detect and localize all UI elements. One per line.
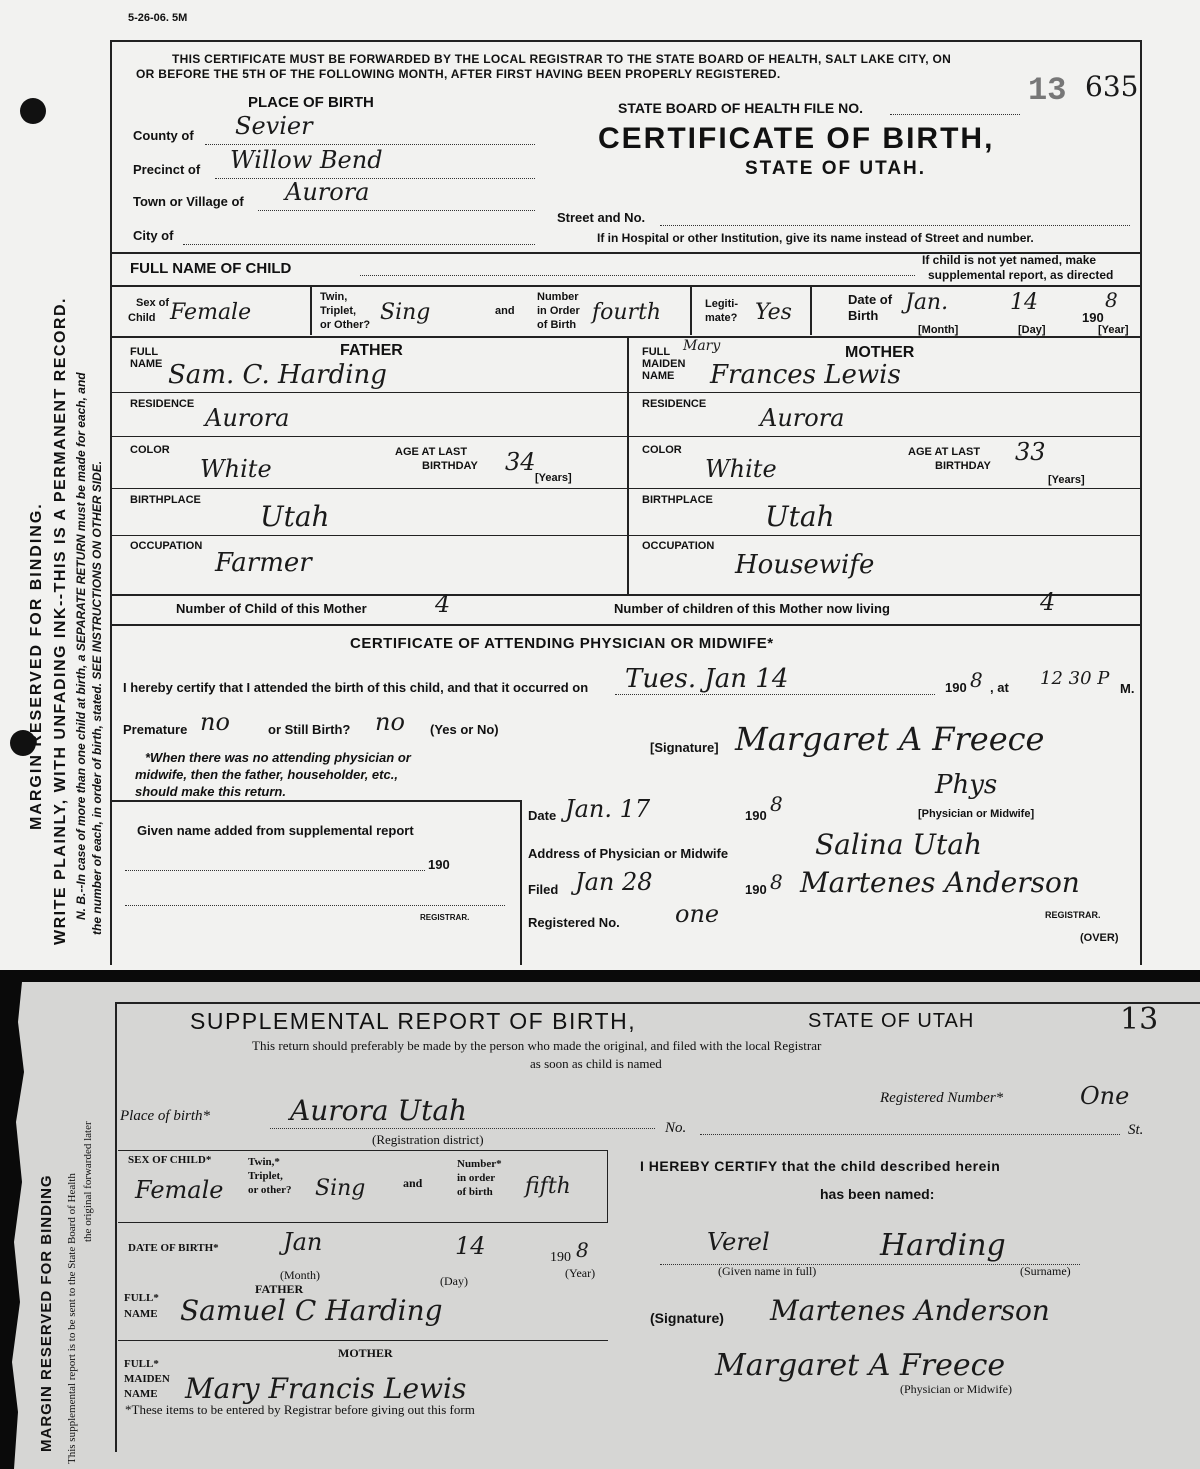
- date-label-2: Birth: [848, 308, 879, 323]
- legit-label: Legiti-: [705, 298, 738, 310]
- date-year-hand: 8: [770, 792, 783, 816]
- twin-label-3: or Other?: [320, 319, 371, 331]
- page-separator: [0, 970, 1200, 982]
- father-name-label: NAME: [130, 358, 163, 370]
- father-residence: Aurora: [205, 404, 290, 432]
- m-label: M.: [1120, 681, 1135, 696]
- certify-date: Tues. Jan 14: [625, 664, 789, 694]
- birth-month: Jan.: [905, 290, 949, 315]
- torn-edge: [0, 982, 30, 1469]
- physician-signature: Margaret A Freece: [735, 720, 1045, 758]
- certify-year-hand: 8: [970, 668, 983, 692]
- year-label: [Year]: [1098, 324, 1129, 336]
- mother-maiden-label: MAIDEN: [642, 358, 686, 370]
- not-named-note-1: If child is not yet named, make: [922, 253, 1097, 267]
- father-years-label: [Years]: [535, 472, 572, 484]
- physician-address: Salina Utah: [815, 828, 982, 861]
- supp-footnote: *These items to be entered by Registrar before giving out this form: [125, 1402, 475, 1417]
- father-full-label: FULL: [130, 346, 159, 358]
- supp-father-name: Samuel C Harding: [180, 1294, 443, 1327]
- certify-time: 12 30 P: [1040, 668, 1110, 689]
- legit-value: Yes: [755, 300, 792, 325]
- at-label: , at: [990, 680, 1009, 695]
- full-name-label: FULL NAME OF CHILD: [130, 260, 292, 277]
- num-living-value: 4: [1040, 588, 1056, 616]
- supp-given-label: (Given name in full): [718, 1264, 817, 1278]
- num-child-value: 4: [435, 590, 451, 618]
- supp-sex-label: SEX OF CHILD*: [128, 1154, 212, 1166]
- supplemental-box-heading: Given name added from supplemental report: [137, 823, 414, 838]
- sex-label-2: Child: [128, 312, 156, 324]
- supp-certify-1: I HEREBY CERTIFY that the child described herein: [640, 1158, 1001, 1174]
- mother-name: Frances Lewis: [710, 360, 901, 390]
- month-label: [Month]: [918, 324, 959, 336]
- supplemental-box-registrar: REGISTRAR.: [420, 913, 470, 922]
- filed-label: Filed: [528, 882, 559, 897]
- supp-number-label-3: of birth: [457, 1186, 493, 1198]
- father-color-label: COLOR: [130, 444, 170, 456]
- frame-left: [110, 40, 112, 965]
- physician-note-2: midwife, then the father, householder, etc.,: [135, 767, 398, 782]
- twin-label: Twin,: [320, 291, 348, 303]
- date-label: Date of: [848, 292, 893, 307]
- birth-day: 14: [1010, 290, 1038, 315]
- town-label: Town or Village of: [133, 194, 244, 209]
- birth-year-hand: 8: [1105, 288, 1118, 312]
- father-age-label: AGE AT LAST: [395, 446, 468, 458]
- certify-text: I hereby certify that I attended the birth of this child, and that it occurred on: [123, 680, 589, 695]
- supplemental-report: [0, 982, 1200, 1469]
- sex-value: Female: [170, 300, 252, 325]
- file-no-stamp: 13: [1028, 72, 1067, 109]
- supp-number-label-2: in order: [457, 1172, 496, 1184]
- supp-reg-district: (Registration district): [372, 1132, 484, 1147]
- mother-occupation: Housewife: [735, 550, 875, 580]
- supp-twin-value: Sing: [315, 1176, 366, 1201]
- number-label-2: in Order: [537, 305, 580, 317]
- supp-registered-label: Registered Number*: [880, 1090, 1004, 1106]
- mother-birthplace-label: BIRTHPLACE: [642, 494, 713, 506]
- street-label: Street and No.: [557, 210, 646, 225]
- frame-top: [110, 40, 1140, 42]
- birth-year: 190: [1082, 310, 1104, 325]
- hospital-note: If in Hospital or other Institution, give its name instead of Street and number.: [597, 231, 1034, 245]
- supp-registered-value: One: [1080, 1082, 1130, 1110]
- father-residence-label: RESIDENCE: [130, 398, 195, 410]
- supp-father-heading: FATHER: [255, 1282, 304, 1296]
- physician-or-midwife-label: [Physician or Midwife]: [918, 808, 1035, 820]
- city-label: City of: [133, 228, 174, 243]
- supp-signature-2: Margaret A Freece: [715, 1348, 1006, 1383]
- mother-age-label-2: BIRTHDAY: [935, 460, 991, 472]
- supp-sex-value: Female: [135, 1176, 224, 1204]
- form-code: 5-26-06. 5M: [128, 12, 188, 24]
- not-named-note-2: supplemental report, as directed: [928, 268, 1114, 282]
- supp-name-label-2: NAME: [124, 1388, 158, 1400]
- supp-dob-month: Jan: [283, 1228, 323, 1256]
- date-year: 190: [745, 808, 767, 823]
- supp-no-label: No.: [665, 1120, 687, 1136]
- margin-ink-text: WRITE PLAINLY, WITH UNFADING INK--THIS IS A PERMANENT RECORD.: [52, 297, 69, 945]
- supp-and-label: and: [403, 1176, 423, 1190]
- precinct-value: Willow Bend: [230, 146, 383, 174]
- supp-number-value: fifth: [525, 1174, 571, 1199]
- mother-residence: Aurora: [760, 404, 845, 432]
- father-occupation: Farmer: [215, 548, 312, 578]
- supp-place-label: Place of birth*: [120, 1108, 210, 1124]
- supp-signature: Martenes Anderson: [770, 1294, 1050, 1327]
- top-notice-1: THIS CERTIFICATE MUST BE FORWARDED BY THE LOCAL REGISTRAR TO THE STATE BOARD OF HEALTH, SALT LAKE CITY, ON: [172, 52, 952, 66]
- father-age-label-2: BIRTHDAY: [422, 460, 478, 472]
- mother-name-prefix: Mary: [683, 338, 721, 354]
- registrar-signature: Martenes Anderson: [800, 866, 1080, 899]
- supp-month-label: (Month): [280, 1268, 320, 1282]
- supp-mother-name: Mary Francis Lewis: [185, 1372, 467, 1405]
- precinct-label: Precinct of: [133, 162, 201, 177]
- file-no-label: STATE BOARD OF HEALTH FILE NO.: [618, 100, 863, 116]
- mother-name-label: NAME: [642, 370, 675, 382]
- father-color: White: [200, 455, 272, 483]
- mother-full-label: FULL: [642, 346, 671, 358]
- supp-title: SUPPLEMENTAL REPORT OF BIRTH,: [190, 1008, 637, 1034]
- mother-occupation-label: OCCUPATION: [642, 540, 715, 552]
- supp-title-2: STATE OF UTAH: [808, 1010, 975, 1032]
- supp-name-label: NAME: [124, 1308, 158, 1320]
- supp-dob-day: 14: [455, 1232, 486, 1260]
- supplemental-box-year: 190: [428, 857, 450, 872]
- supp-intro-1: This return should preferably be made by the person who made the original, and filed with the local Registrar: [252, 1038, 822, 1053]
- sex-label: Sex of: [136, 297, 170, 309]
- number-label: Number: [537, 291, 579, 303]
- certificate-title: CERTIFICATE OF BIRTH,: [598, 122, 995, 155]
- father-age: 34: [505, 448, 536, 476]
- mother-years-label: [Years]: [1048, 474, 1085, 486]
- supp-intro-2: as soon as child is named: [530, 1056, 662, 1071]
- father-birthplace: Utah: [260, 500, 330, 533]
- supp-phys-label: (Physician or Midwife): [900, 1382, 1012, 1396]
- stillbirth-label: or Still Birth?: [268, 722, 351, 737]
- registered-value: one: [675, 900, 720, 928]
- number-value: fourth: [592, 300, 662, 325]
- yes-no-label: (Yes or No): [430, 722, 499, 737]
- day-label: [Day]: [1018, 324, 1046, 336]
- date-value: Jan. 17: [565, 795, 651, 823]
- physician-title-hand: Phys: [935, 770, 998, 800]
- supp-file-hand: 13: [1120, 1002, 1159, 1037]
- supp-twin-label-3: or other?: [248, 1184, 292, 1196]
- registered-label: Registered No.: [528, 915, 620, 930]
- supp-dob-label: DATE OF BIRTH*: [128, 1242, 219, 1254]
- twin-label-2: Triplet,: [320, 305, 357, 317]
- certify-year: 190: [945, 680, 967, 695]
- supp-full-label: FULL*: [124, 1292, 159, 1304]
- physician-note-1: *When there was no attending physician or: [145, 750, 411, 765]
- supp-given-name: Verel: [707, 1228, 770, 1256]
- frame-right: [1140, 40, 1142, 965]
- supp-dob-year-hand: 8: [576, 1238, 589, 1262]
- certificate-subtitle: STATE OF UTAH.: [745, 158, 927, 179]
- supp-margin-binding: MARGIN RESERVED FOR BINDING: [38, 1174, 55, 1452]
- father-birthplace-label: BIRTHPLACE: [130, 494, 201, 506]
- supp-surname-label: (Surname): [1020, 1264, 1071, 1278]
- supp-mother-heading: MOTHER: [338, 1346, 393, 1360]
- physician-heading: CERTIFICATE OF ATTENDING PHYSICIAN OR MIDWIFE*: [350, 635, 774, 652]
- margin-binding-text: MARGIN RESERVED FOR BINDING.: [28, 502, 45, 830]
- date-label: Date: [528, 808, 557, 823]
- supp-margin-text: This supplemental report is to be sent to the State Board of Health: [66, 1173, 78, 1464]
- signature-label: [Signature]: [650, 740, 719, 755]
- legit-label-2: mate?: [705, 312, 738, 324]
- filed-year-hand: 8: [770, 870, 783, 894]
- county-value: Sevier: [235, 112, 313, 140]
- place-of-birth-heading: PLACE OF BIRTH: [248, 94, 374, 111]
- file-no-hand: 635: [1085, 70, 1139, 103]
- margin-nb-text: N. B.--In case of more than one child at birth, a SEPARATE RETURN must be made for each, and: [74, 372, 88, 920]
- mother-age: 33: [1015, 438, 1046, 466]
- supp-twin-label: Twin,*: [248, 1156, 280, 1168]
- supp-day-label: (Day): [440, 1274, 468, 1288]
- registrar-label: REGISTRAR.: [1045, 910, 1101, 920]
- filed-year: 190: [745, 882, 767, 897]
- and-label: and: [495, 305, 515, 317]
- number-label-3: of Birth: [537, 319, 577, 331]
- supp-st-label: St.: [1128, 1122, 1144, 1138]
- physician-note-3: should make this return.: [135, 784, 286, 799]
- supp-dob-year: 190: [550, 1250, 571, 1265]
- mother-color: White: [705, 455, 777, 483]
- supp-twin-label-2: Triplet,: [248, 1170, 283, 1182]
- mother-color-label: COLOR: [642, 444, 682, 456]
- supp-maiden-label: MAIDEN: [124, 1373, 170, 1385]
- supp-year-label: (Year): [565, 1266, 596, 1280]
- supp-number-label: Number*: [457, 1158, 502, 1170]
- margin-nb-text-2: the number of each, in order of birth, stated. SEE INSTRUCTIONS ON OTHER SIDE.: [90, 460, 104, 935]
- premature-label: Premature: [123, 722, 188, 737]
- supp-frame-left: [115, 1002, 117, 1452]
- town-value: Aurora: [285, 178, 370, 206]
- address-label: Address of Physician or Midwife: [528, 846, 729, 861]
- father-heading: FATHER: [340, 342, 403, 359]
- num-child-label: Number of Child of this Mother: [176, 601, 367, 616]
- mother-residence-label: RESIDENCE: [642, 398, 707, 410]
- county-label: County of: [133, 128, 194, 143]
- binding-hole-top: [20, 98, 46, 124]
- father-name: Sam. C. Harding: [168, 360, 387, 390]
- supp-certify-2: has been named:: [820, 1186, 935, 1202]
- num-living-label: Number of children of this Mother now living: [614, 601, 890, 616]
- supp-frame-top: [115, 1002, 1200, 1004]
- supp-surname: Harding: [880, 1228, 1006, 1263]
- mother-heading: MOTHER: [845, 344, 915, 361]
- supp-place-value: Aurora Utah: [290, 1094, 468, 1127]
- filed-value: Jan 28: [575, 868, 653, 896]
- over-label: (OVER): [1080, 932, 1119, 944]
- father-occupation-label: OCCUPATION: [130, 540, 203, 552]
- top-notice-2: OR BEFORE THE 5TH OF THE FOLLOWING MONTH, AFTER FIRST HAVING BEEN PROPERLY REGISTERED.: [136, 67, 781, 81]
- supp-signature-label: (Signature): [650, 1310, 724, 1326]
- supp-margin-text-2: the original forwarded later: [82, 1121, 94, 1242]
- mother-age-label: AGE AT LAST: [908, 446, 981, 458]
- supp-full-label-2: FULL*: [124, 1358, 159, 1370]
- twin-value: Sing: [380, 300, 431, 325]
- premature-value: no: [200, 708, 230, 736]
- mother-birthplace: Utah: [765, 500, 835, 533]
- stillbirth-value: no: [375, 708, 405, 736]
